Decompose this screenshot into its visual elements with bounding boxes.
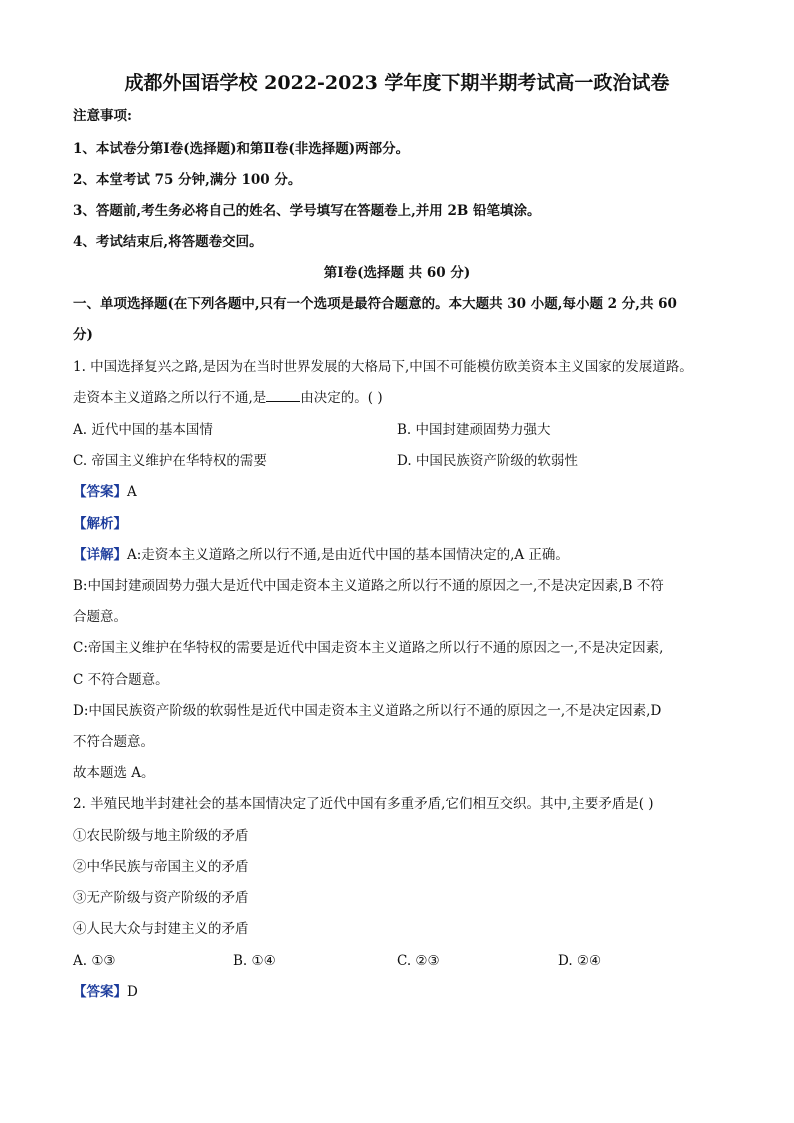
q1-option-b: B. 中国封建顽固势力强大 bbox=[397, 422, 551, 438]
q2-answer bbox=[73, 982, 138, 1002]
detail-line: 合题意。 bbox=[73, 609, 127, 625]
q2-item: ②中华民族与帝国主义的矛盾 bbox=[73, 859, 249, 875]
q2-option-a: A. ①③ bbox=[73, 953, 116, 969]
q1-analysis bbox=[73, 514, 127, 534]
q1-option-c: C. 帝国主义维护在华特权的需要 bbox=[73, 453, 267, 469]
q2-option-d: D. ②④ bbox=[558, 953, 602, 969]
exam-title: 成都外国语学校 2022-2023 学年度下期半期考试高一政治试卷 bbox=[124, 72, 670, 94]
detail-line: D:中国民族资产阶级的软弱性是近代中国走资本主义道路之所以行不通的原因之一,不是决定因素,D bbox=[73, 703, 662, 719]
q1-stem-after: 由决定的。( ) bbox=[300, 390, 383, 406]
q1-option-d: D. 中国民族资产阶级的软弱性 bbox=[397, 453, 578, 469]
q2-item: ③无产阶级与资产阶级的矛盾 bbox=[73, 890, 249, 906]
q1-stem: 1. 中国选择复兴之路,是因为在当时世界发展的大格局下,中国不可能模仿欧美资本主义国家的发展道路。 bbox=[73, 359, 693, 375]
q2-stem: 2. 半殖民地半封建社会的基本国情决定了近代中国有多重矛盾,它们相互交织。其中,主要矛盾是( ) bbox=[73, 796, 654, 812]
part-instructions: 一、单项选择题(在下列各题中,只有一个选项是最符合题意的。本大题共 30 小题,每小题 2 分,共 60 bbox=[73, 296, 677, 312]
detail-text: A:走资本主义道路之所以行不通,是由近代中国的基本国情决定的,A 正确。 bbox=[127, 547, 569, 563]
q2-item: ④人民大众与封建主义的矛盾 bbox=[73, 921, 249, 937]
notice-item: 1、本试卷分第Ⅰ卷(选择题)和第Ⅱ卷(非选择题)两部分。 bbox=[73, 141, 410, 157]
answer-value: A bbox=[127, 484, 137, 500]
q1-stem-before: 走资本主义道路之所以行不通,是 bbox=[73, 390, 267, 406]
notice-heading: 注意事项: bbox=[73, 108, 132, 124]
q1-detail bbox=[73, 545, 569, 565]
q1-answer bbox=[73, 482, 137, 502]
q1-stem-cont bbox=[73, 388, 383, 408]
answer-value: D bbox=[127, 984, 138, 1000]
q2-option-c: C. ②③ bbox=[397, 953, 440, 969]
answer-tag: 【答案】 bbox=[73, 984, 127, 1000]
analysis-tag: 【解析】 bbox=[73, 516, 127, 532]
detail-line: C 不符合题意。 bbox=[73, 672, 169, 688]
detail-line: 不符合题意。 bbox=[73, 734, 154, 750]
answer-tag: 【答案】 bbox=[73, 484, 127, 500]
notice-item: 3、答题前,考生务必将自己的姓名、学号填写在答题卷上,并用 2B 铅笔填涂。 bbox=[73, 203, 541, 219]
part-instructions-cont: 分) bbox=[73, 327, 93, 343]
detail-tag: 【详解】 bbox=[73, 547, 127, 563]
notice-item: 4、考试结束后,将答题卷交回。 bbox=[73, 234, 263, 250]
q2-item: ①农民阶级与地主阶级的矛盾 bbox=[73, 828, 249, 844]
notice-item: 2、本堂考试 75 分钟,满分 100 分。 bbox=[73, 172, 302, 188]
detail-line: B:中国封建顽固势力强大是近代中国走资本主义道路之所以行不通的原因之一,不是决定因素,B 不符 bbox=[73, 578, 664, 594]
q2-option-b: B. ①④ bbox=[233, 953, 276, 969]
detail-line: C:帝国主义维护在华特权的需要是近代中国走资本主义道路之所以行不通的原因之一,不是决定因素, bbox=[73, 640, 664, 656]
detail-line: 故本题选 A。 bbox=[73, 765, 155, 781]
q1-option-a: A. 近代中国的基本国情 bbox=[73, 422, 213, 438]
section-heading: 第Ⅰ卷(选择题 共 60 分) bbox=[323, 265, 471, 281]
fill-blank bbox=[266, 389, 300, 402]
